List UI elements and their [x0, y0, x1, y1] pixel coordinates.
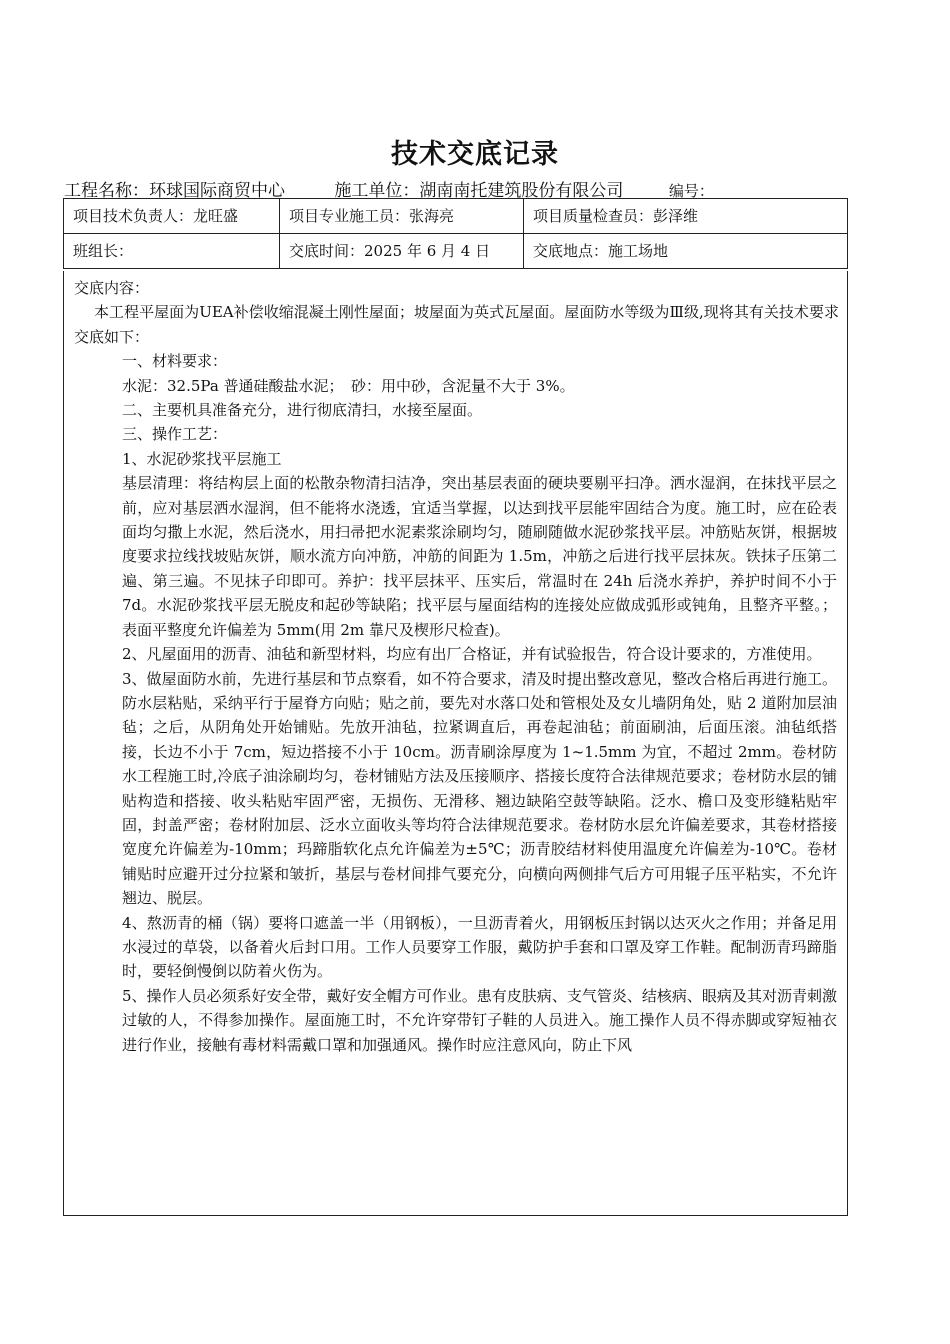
quality-inspector-cell: 项目质量检查员：彭泽维	[524, 199, 848, 234]
tech-lead-cell: 项目技术负责人：龙旺盛	[64, 199, 280, 234]
construction-unit: 施工单位：湖南南托建筑股份有限公司	[334, 181, 624, 201]
section-2: 二、主要机具准备充分，进行彻底清扫，水接至屋面。	[122, 401, 483, 420]
content-heading: 交底内容：	[74, 279, 150, 297]
project-name: 工程名称：环球国际商贸中心	[64, 181, 285, 201]
team-leader-cell: 班组长：	[64, 234, 280, 269]
meta-table	[63, 198, 848, 269]
item-5: 5、操作人员必须系好安全带，戴好安全帽方可作业。患有皮肤病、支气管炎、结核病、眼病及其对沥青刺激过敏的人，不得参加操作。屋面施工时，不允许穿带钉子鞋的人员进入。施工操作人员不得赤脚或穿短袖衣进行作业，接触有毒材料需戴口罩和加强通风。操作时应注意风向，防止下风	[122, 986, 837, 1054]
briefing-location-cell: 交底地点：施工场地	[524, 234, 848, 269]
briefing-time-cell: 交底时间：2025 年 6 月 4 日	[280, 234, 524, 269]
table-row	[64, 234, 848, 269]
site-worker-cell: 项目专业施工员：张海亮	[280, 199, 524, 234]
item-2: 2、凡屋面用的沥青、油毡和新型材料，均应有出厂合格证，并有试验报告，符合设计要求的，方准使用。	[122, 645, 822, 664]
document-title: 技术交底记录	[391, 139, 559, 170]
section-3-title: 三、操作工艺：	[122, 425, 228, 444]
number-label: 编号：	[668, 182, 714, 200]
intro-paragraph: 本工程平屋面为UEA补偿收缩混凝土刚性屋面；坡屋面为英式瓦屋面。屋面防水等级为Ⅲ级,现将其有关技术要求交底如下：	[74, 303, 839, 346]
section-1-body: 水泥：32.5Pa 普通硅酸盐水泥； 砂：用中砂，含泥量不大于 3%。	[122, 376, 575, 395]
section-1-title: 一、材料要求：	[122, 352, 228, 371]
table-row	[64, 199, 848, 234]
item-3: 3、做屋面防水前，先进行基层和节点察看，如不符合要求，清及时提出整改意见，整改合格后再进行施工。防水层粘贴，采纳平行于屋脊方向贴；贴之前，要先对水落口处和管根处及女儿墙阴角处，贴 2 道附加层油毡；之后，从阴角处开始铺贴。先放开油毡，拉紧调直后，再卷起油毡；前面刷油，后面压滚。油毡纸搭接，长边不小于 7cm，短边搭接不小于 10cm。沥青刷涂厚度为 1~1.5mm 为宜，不超过 2mm。卷材防水工程施工时,冷底子油涂刷均匀，卷材铺贴方法及压接顺序、搭接长度符合法律规范要求；卷材防水层的铺贴构造和搭接、收头粘贴牢固严密，无损伤、无滑移、翘边缺陷空鼓等缺陷。泛水、檐口及变形缝粘贴牢固，封盖严密；卷材附加层、泛水立面收头等均符合法律规范要求。卷材防水层允许偏差要求，其卷材搭接宽度允许偏差为-10mm；玛蹄脂软化点允许偏差为±5℃；沥青胶结材料使用温度允许偏差为-10℃。卷材铺贴时应避开过分拉紧和皱折，基层与卷材间排气要充分，向横向两侧排气后方可用辊子压平粘实，不允许翘边、脱层。	[122, 669, 837, 908]
item-1-body: 基层清理：将结构层上面的松散杂物清扫洁净，突出基层表面的硬块要剔平扫净。洒水湿润，在抹找平层之前，应对基层洒水湿润，但不能将水浇透，宜适当掌握，以达到找平层能牢固结合为度。施工时，应在砼表面均匀撒上水泥，然后浇水，用扫帚把水泥素浆涂刷均匀，随刷随做水泥砂浆找平层。冲筋贴灰饼，根据坡度要求拉线找坡贴灰饼，顺水流方向冲筋，冲筋的间距为 1.5m，冲筋之后进行找平层抹灰。铁抹子压第二遍、第三遍。不见抹子印即可。养护：找平层抹平、压实后，常温时在 24h 后浇水养护，养护时间不小于 7d。水泥砂浆找平层无脱皮和起砂等缺陷；找平层与屋面结构的连接处应做成弧形或钝角，且整齐平整。；表面平整度允许偏差为 5mm(用 2m 靠尺及楔形尺检查)。	[122, 474, 837, 639]
item-1-title: 1、水泥砂浆找平层施工	[122, 449, 282, 468]
item-4: 4、熬沥青的桶（锅）要将口遮盖一半（用钢板），一旦沥青着火，用钢板压封锅以达灭火之作用；并备足用水浸过的草袋，以备着火后封口用。工作人员要穿工作服，戴防护手套和口罩及穿工作鞋。配制沥青玛蹄脂时，要轻倒慢倒以防着火伤为。	[122, 913, 837, 981]
briefing-content	[63, 271, 848, 1216]
